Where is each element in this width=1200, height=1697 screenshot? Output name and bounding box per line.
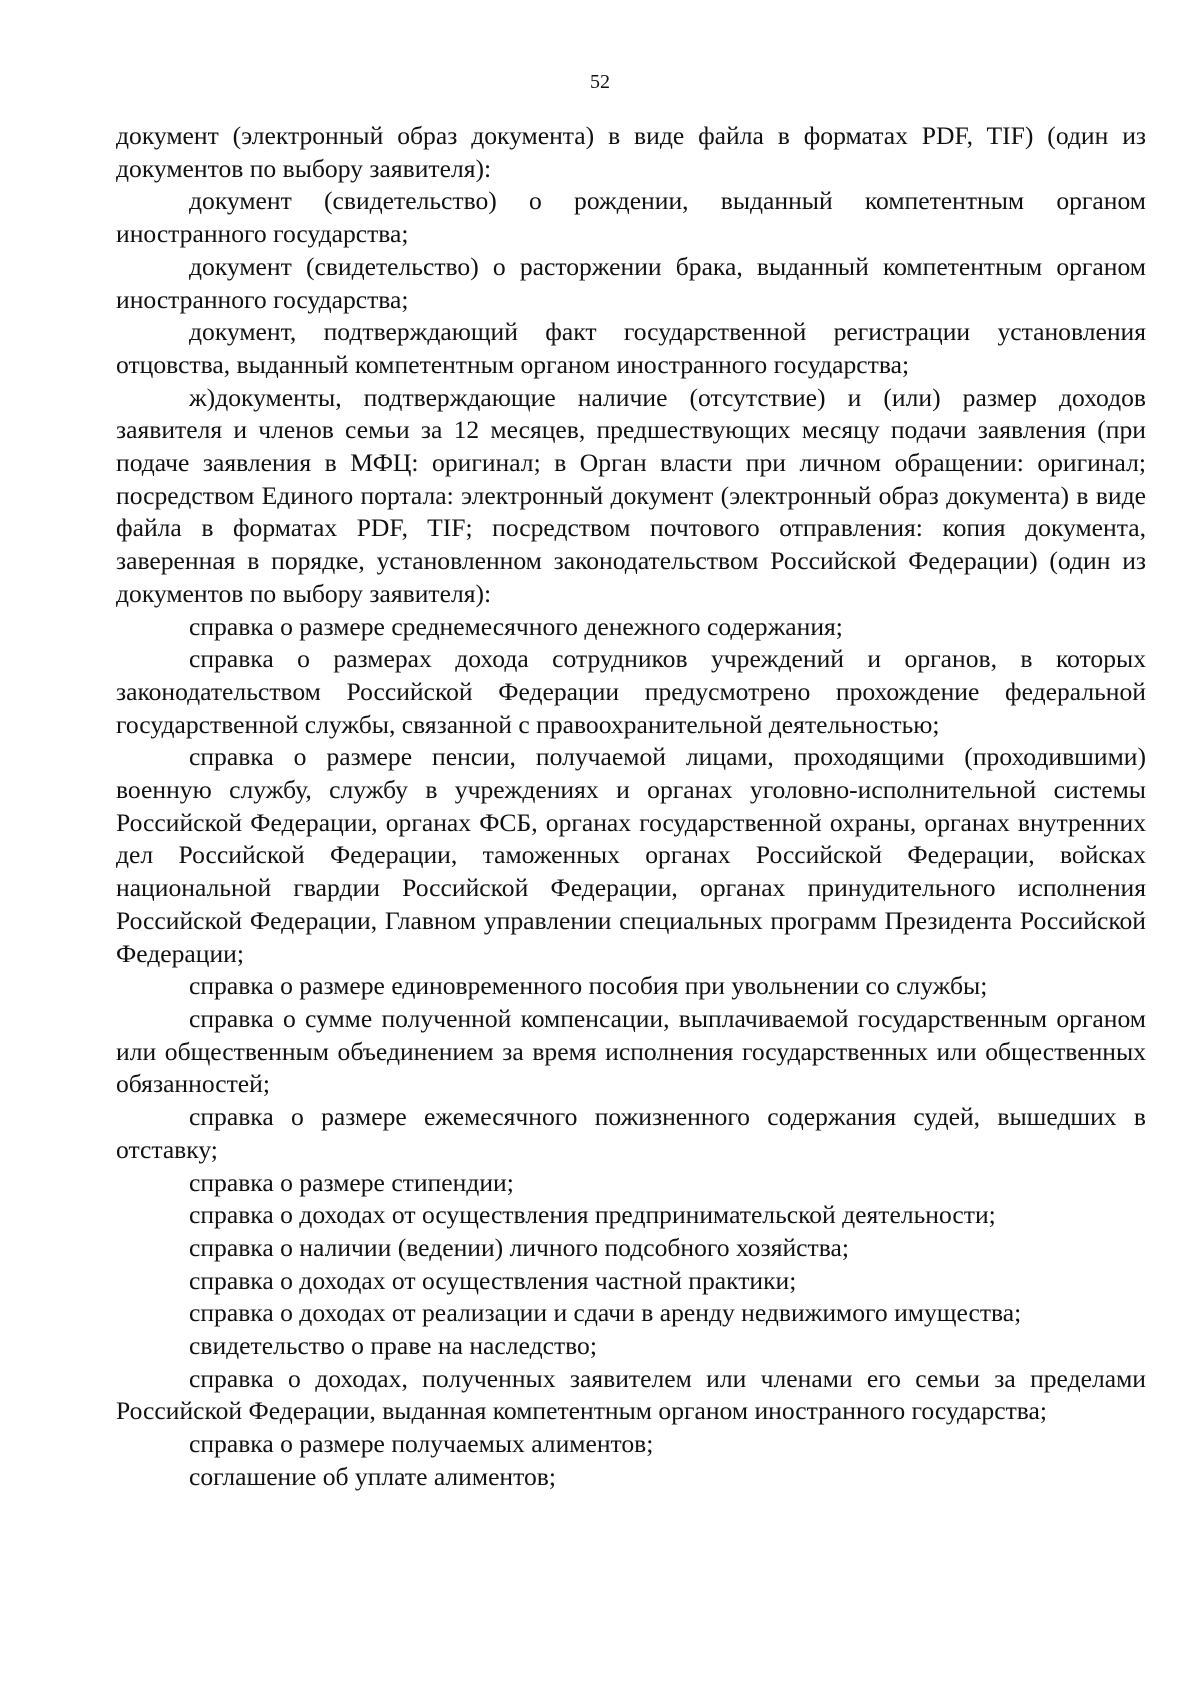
- paragraph: справка о доходах, полученных заявителем или членами его семьи за пределами Российской Федерации, выданная компетентным органом иностранного государства;: [116, 1363, 1146, 1426]
- paragraph: справка о размере среднемесячного денежного содержания;: [189, 611, 843, 641]
- paragraph: справка о размерах дохода сотрудников учреждений и органов, в которых законодательством Российской Федерации предусмотрено прохождение федеральной государственной службы, связанной с правоохранительной деятельностью;: [116, 644, 1146, 739]
- paragraph: ж)документы, подтверждающие наличие (отсутствие) и (или) размер доходов заявителя и членов семьи за 12 месяцев, предшествующих месяцу подачи заявления (при подаче заявления в МФЦ: оригинал; в Орган власти при личном обращении: оригинал; посредством Единого портала: электронный документ (электронный образ документа) в виде файла в форматах PDF, TIF; посредством почтового отправления: копия документа, заверенная в порядке, установленном законодательством Российской Федерации) (один из документов по выбору заявителя):: [116, 382, 1146, 608]
- paragraph: справка о размере получаемых алиментов;: [189, 1429, 654, 1459]
- paragraph: справка о доходах от осуществления частной практики;: [189, 1265, 797, 1295]
- paragraph: документ, подтверждающий факт государственной регистрации установления отцовства, выданный компетентным органом иностранного государства;: [116, 317, 1146, 379]
- paragraph: справка о размере единовременного пособия при увольнении со службы;: [189, 971, 988, 1001]
- paragraph: свидетельство о праве на наследство;: [189, 1331, 597, 1361]
- page-number: 52: [590, 71, 610, 93]
- paragraph: справка о размере пенсии, получаемой лицами, проходящими (проходившими) военную службу, службу в учреждениях и органах уголовно-исполнительной системы Российской Федерации, органах ФСБ, органах государственной охраны, органах внутренних дел Российской Федерации, таможенных органах Российской Федерации, войсках национальной гвардии Российской Федерации, органах принудительного исполнения Российской Федерации, Главном управлении специальных программ Президента Российской Федерации;: [116, 742, 1146, 968]
- paragraph: документ (свидетельство) о рождении, выданный компетентным органом иностранного государства;: [116, 186, 1146, 249]
- paragraph: документ (электронный образ документа) в виде файла в форматах PDF, TIF) (один из документов по выбору заявителя):: [116, 121, 1146, 183]
- paragraph: справка о доходах от реализации и сдачи в аренду недвижимого имущества;: [189, 1298, 1022, 1328]
- paragraph: справка о сумме полученной компенсации, выплачиваемой государственным органом или общественным объединением за время исполнения государственных или общественных обязанностей;: [116, 1003, 1146, 1099]
- paragraph: справка о доходах от осуществления предпринимательской деятельности;: [189, 1200, 996, 1230]
- paragraph: справка о размере ежемесячного пожизненного содержания судей, вышедших в отставку;: [116, 1102, 1146, 1164]
- paragraph: документ (свидетельство) о расторжении брака, выданный компетентным органом иностранного государства;: [116, 251, 1146, 314]
- document-body: [116, 120, 1146, 1494]
- paragraph: справка о размере стипендии;: [189, 1167, 514, 1197]
- paragraph: соглашение об уплате алиментов;: [189, 1461, 556, 1491]
- paragraph: справка о наличии (ведении) личного подсобного хозяйства;: [189, 1232, 849, 1262]
